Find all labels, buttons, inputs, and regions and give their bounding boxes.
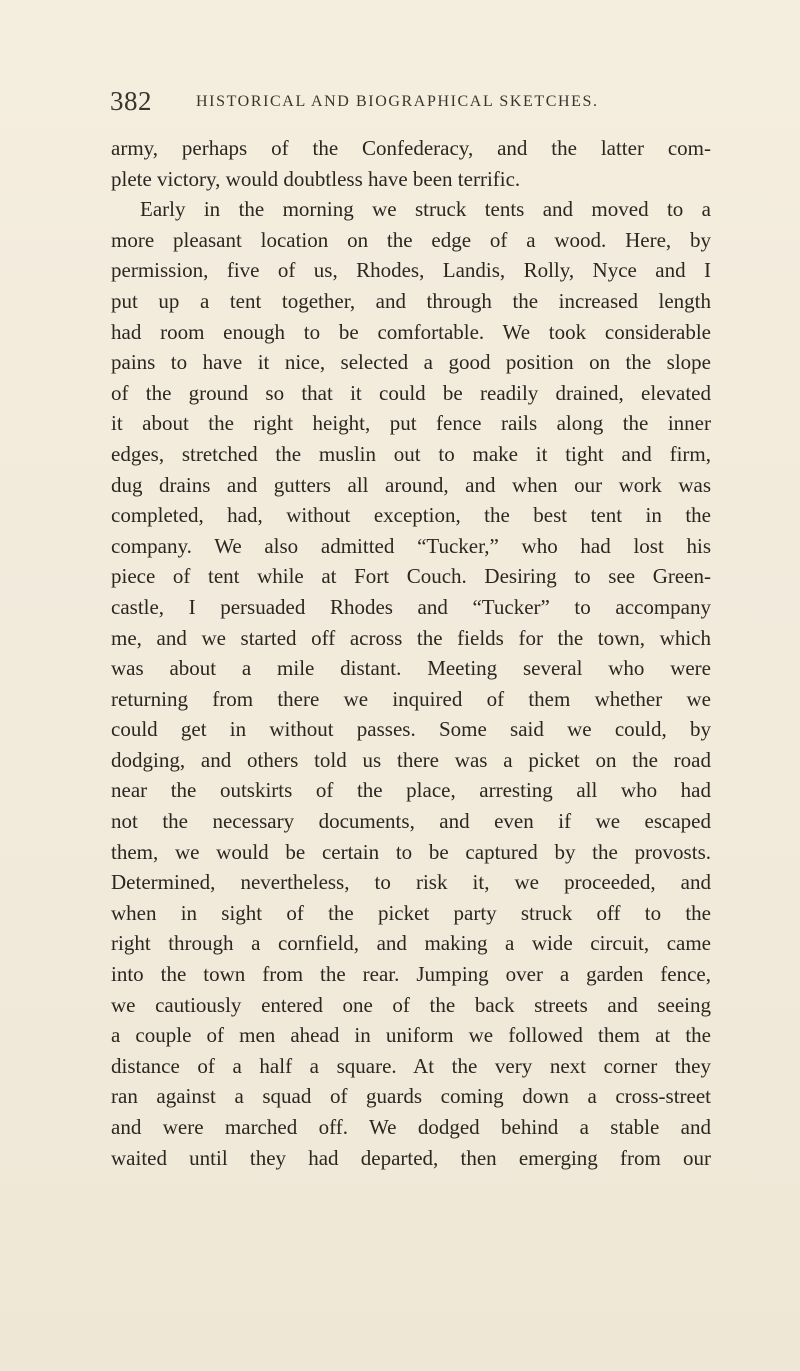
text-line: into the town from the rear. Jumping over a garden fence, <box>111 962 711 987</box>
text-line: Determined, nevertheless, to risk it, we proceeded, and <box>111 870 711 895</box>
text-line: army, perhaps of the Confederacy, and the latter com- <box>111 136 711 160</box>
text-line: them, we would be certain to be captured by the provosts. <box>111 839 711 864</box>
page-number: 382 <box>110 86 152 116</box>
text-line: completed, had, without exception, the best tent in the <box>111 503 711 528</box>
text-line: plete victory, would doubtless have been terrific. <box>111 166 521 191</box>
text-line: castle, I persuaded Rhodes and “Tucker” to accompany <box>111 594 711 619</box>
text-line: pains to have it nice, selected a good position on the slope <box>111 350 711 375</box>
text-line: company. We also admitted “Tucker,” who had lost his <box>111 533 711 558</box>
text-line: was about a mile distant. Meeting several who were <box>111 656 711 681</box>
text-line: ran against a squad of guards coming down a cross-street <box>111 1084 711 1109</box>
text-line: edges, stretched the muslin out to make it tight and firm, <box>111 441 711 466</box>
text-line: we cautiously entered one of the back streets and seeing <box>111 992 711 1017</box>
text-line: and were marched off. We dodged behind a stable and <box>111 1115 711 1139</box>
text-line: piece of tent while at Fort Couch. Desiring to see Green- <box>111 564 711 589</box>
text-line: permission, five of us, Rhodes, Landis, Rolly, Nyce and I <box>111 258 711 283</box>
text-line: it about the right height, put fence rails along the inner <box>111 411 711 436</box>
text-line: dodging, and others told us there was a picket on the road <box>111 747 711 772</box>
text-line: waited until they had departed, then emerging from our <box>111 1145 711 1170</box>
text-line: put up a tent together, and through the increased length <box>111 288 711 313</box>
text-line: when in sight of the picket party struck off to the <box>111 900 711 925</box>
text-line: had room enough to be comfortable. We took considerable <box>111 319 711 344</box>
text-line: right through a cornfield, and making a wide circuit, came <box>111 931 711 956</box>
text-line: more pleasant location on the edge of a wood. Here, by <box>111 227 711 252</box>
text-line: distance of a half a square. At the very next corner they <box>111 1053 711 1078</box>
text-line: Early in the morning we struck tents and moved to a <box>140 197 711 222</box>
running-head <box>110 86 710 120</box>
body-text <box>111 133 711 1173</box>
text-line: of the ground so that it could be readily drained, elevated <box>111 380 711 405</box>
text-line: me, and we started off across the fields for the town, which <box>111 625 711 650</box>
text-line: not the necessary documents, and even if we escaped <box>111 809 711 834</box>
running-title: HISTORICAL AND BIOGRAPHICAL SKETCHES. <box>196 93 599 110</box>
text-line: could get in without passes. Some said we could, by <box>111 717 711 742</box>
text-line: a couple of men ahead in uniform we followed them at the <box>111 1023 711 1048</box>
text-line: near the outskirts of the place, arresting all who had <box>111 778 711 803</box>
text-line: dug drains and gutters all around, and when our work was <box>111 472 711 497</box>
text-line: returning from there we inquired of them whether we <box>111 686 711 711</box>
